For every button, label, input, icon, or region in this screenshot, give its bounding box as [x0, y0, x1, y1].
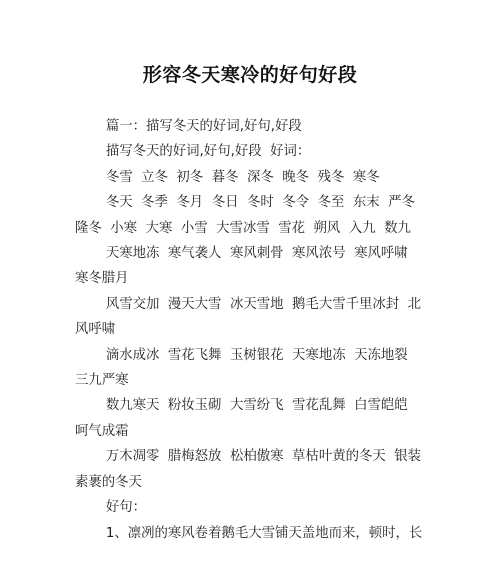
word-list-line: 滴水成冰 雪花飞舞 玉树银花 天寒地冻 天冻地裂 三九严寒 [75, 347, 417, 389]
word-list-line: 风雪交加 漫天大雪 冰天雪地 鹅毛大雪千里冰封 北风呼啸 [75, 296, 422, 338]
word-list-line: 数九寒天 粉妆玉砌 大雪纷飞 雪花乱舞 白雪皑皑 呵气成霜 [75, 398, 417, 439]
document-body [75, 114, 427, 546]
document-title: 形容冬天寒冷的好句好段 [142, 64, 358, 86]
word-list-line: 天寒地冻 寒气袭人 寒风刺骨 寒风浓号 寒风呼啸 寒冬腊月 [75, 246, 417, 287]
subheading-good-words: 描写冬天的好词,好句,好段 好词： [105, 144, 311, 160]
word-list-line: 冬雪 立冬 初冬 暮冬 深冬 晚冬 残冬 寒冬 [105, 169, 380, 185]
subheading-good-sentences: 好句： [105, 500, 146, 516]
section-heading: 篇一：描写冬天的好词,好句,好段 [105, 119, 302, 134]
page-bottom-fade [0, 550, 500, 565]
word-list-line: 万木凋零 腊梅怒放 松柏傲寒 草枯叶黄的冬天 银装素裹的冬天 [75, 449, 422, 490]
sentence-line: 1、凛冽的寒风卷着鹅毛大雪铺天盖地而来，顿时，长 [105, 525, 423, 541]
word-list-line: 冬天 冬季 冬月 冬日 冬时 冬令 冬至 东末 严冬 隆冬 小寒 大寒 小雪 大雪冰雪 雪花 朔风 入九 数九 [75, 195, 420, 236]
